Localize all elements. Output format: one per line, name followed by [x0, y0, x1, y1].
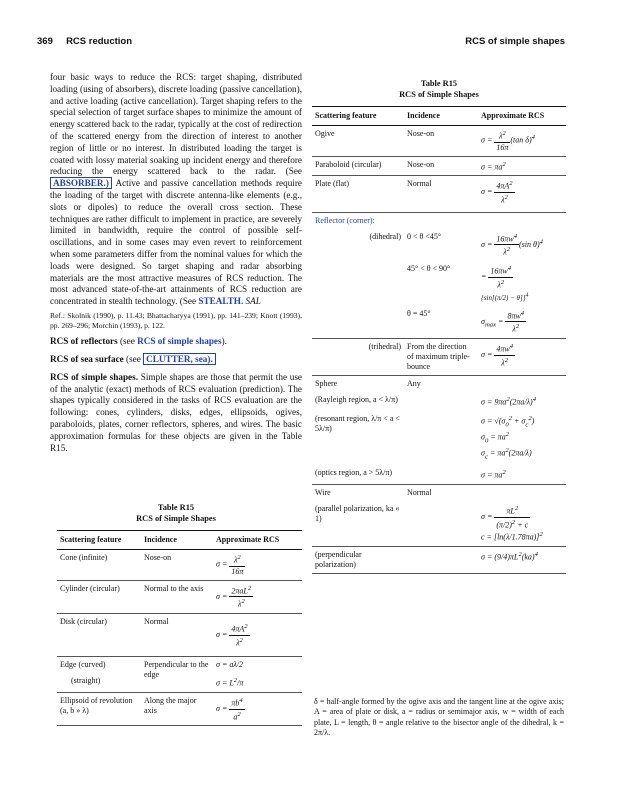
left-column — [50, 72, 302, 454]
table-row: (parallel polarization, ka « 1) σ = $\frac{\pi L^2}{(\pi/2)^2 + c}$ $c = [\ln(\lambda/1.78\pi a)]^2$ — [312, 501, 566, 546]
table-row — [312, 212, 566, 229]
table-row: (dihedral) 0 < θ <45° σ = $\frac{16\pi w^4}{\lambda^2}$ (sin θ)$^4$ — [369, 231, 543, 257]
right-rcs-table — [312, 106, 566, 574]
absorber-link[interactable]: ABSORBER.) — [50, 177, 112, 189]
table-row: Disk (circular) Normal σ = $\frac{4\pi A^2}{\lambda^2}$ — [57, 613, 302, 656]
table-row: (resonant region, λ/π < a < 5λ/π) $\sigma = √(\sigma_0^2 + \sigma_c^2)$ $\sigma_0 = \pi a^2$ $\sigma_c = \pi a^2(2\pi a/\lambda)$ — [315, 413, 535, 461]
author-initials: SAL — [245, 296, 261, 307]
left-table-caption: Table R15 RCS of Simple Shapes — [136, 503, 216, 523]
table-row: (perpendicular polarization) $\sigma = (9/4)\pi L^2(ka)^4$ — [312, 546, 566, 573]
running-title-right: RCS of simple shapes — [465, 36, 565, 47]
table-row: Edge (curved) Perpendicular to the edge σ = aλ/2 — [57, 657, 302, 674]
entry-rcs-sea-surface: RCS of sea surface (see CLUTTER, sea). — [50, 354, 302, 366]
entry-rcs-reflectors: RCS of reflectors (see RCS of simple shapes). — [50, 336, 227, 347]
table-row: Cylinder (circular) Normal to the axis σ = $\frac{2\pi aL^2}{\lambda^2}$ — [57, 580, 302, 613]
body-paragraph: four basic ways to reduce the RCS: target shaping, distributed loading (using of absorbers), discrete loading (passive cancellation), and active loading (active cancellation). Target shaping refers to the special selection of target surface shapes to minimize the amount of energy scattered back to the radar, typically at the cost of redirection of the scattered energy from the direction of interest to another region of little or no interest. In distributed loading the target is coated with lossy material soaking up incident energy and therefore reducing the energy scattered back to the radar. (See ABSORBER.) Active and passive cancellation methods require the loading of the target with discrete antenna-like elements (e.g., slots or dipoles) to reduce the overall cross section. These techniques are rather difficult to implement in practice, are severely limited in bandwidth, require the control of possible self-oscillations, and in some cases may even revert to reinforcement when some parameters differ from the nominal values for which the loads were designed. So target shaping and radar absorbing materials are the most attractive measures of RCS reduction. The most advanced state-of-the-art attainments of RCS reduction are concentrated in stealth technology. (See STEALTH. SAL — [50, 72, 302, 307]
reflector-link[interactable]: Reflector (corner): — [315, 215, 375, 225]
table-row: (optics region, a > 5λ/π) $\sigma = \pi a^2$ — [312, 465, 566, 484]
clutter-sea-link[interactable]: CLUTTER, sea). — [143, 353, 216, 365]
col-header-feature: Scattering feature — [312, 107, 404, 126]
table-row: Sphere Any — [315, 378, 421, 388]
col-header-incidence: Incidence — [141, 531, 213, 550]
table-row: (Rayleigh region, a < λ/π) $\sigma = 9\pi a^2(2\pi a/\lambda)^4$ — [315, 394, 537, 407]
left-rcs-table — [57, 530, 302, 726]
table-row: Ogive Nose-on σ = $\frac{\lambda^2}{16\pi}$ (tan δ)$^4$ — [312, 126, 566, 157]
col-header-incidence: Incidence — [404, 107, 478, 126]
table-row: (straight) $\sigma = L^2/\pi$ — [57, 673, 302, 692]
table-row: θ = 45° $\sigma_{max}$ = $\frac{8\pi w^4}{\lambda^2}$ — [312, 306, 566, 339]
table-footnote: δ = half-angle formed by the ogive axis and the tangent line at the ogive axis; A = area of plate or disk, a = radius or semimajor axis, w = width of each plate, L = length, θ = angle relative to the bisector angle of the dihedral, k = 2π/λ. — [314, 697, 564, 738]
simple-shapes-link[interactable]: RCS of simple shapes — [137, 336, 222, 347]
table-row: Paraboloid (circular) Nose-on $\sigma = \pi a^2$ — [312, 156, 566, 176]
col-header-rcs: Approximate RCS — [478, 107, 566, 126]
page-header-left — [37, 36, 132, 47]
col-header-feature: Scattering feature — [57, 531, 141, 550]
table-row: Cone (infinite) Nose-on σ = $\frac{\lambda^2}{16\pi}$ — [57, 550, 302, 581]
table-row: 45° < θ < 90° = $\frac{16\pi w^4}{\lambda^2}$ $\{\sin[(\pi/2) - \theta]\}^4$ — [407, 263, 529, 302]
right-table-caption: Table R15 RCS of Simple Shapes — [399, 79, 479, 99]
col-header-rcs: Approximate RCS — [213, 531, 302, 550]
entry-rcs-simple-shapes: RCS of simple shapes. Simple shapes are those that permit the use of the analytic (exact) methods of RCS evaluation (prediction). The shapes typically considered in the tasks of RCS evaluation are the following: cones, cylinders, disks, edges, ellipsoids, ogives, paraboloids, plates, corner reflectors, spheres, and wires. The basic approximation formulas for these objects are given in the Table R15. — [50, 371, 302, 453]
stealth-link[interactable]: STEALTH. — [198, 296, 244, 307]
reference-note: Ref.: Skolnik (1990), p. 11.43; Bhattacharyya (1991), pp. 141–239; Knott (1993), pp. 269–296; Morchin (1993), p. 122. — [50, 310, 302, 330]
running-title-left: RCS reduction — [66, 36, 133, 47]
page-number: 369 — [37, 36, 53, 47]
table-row: Ellipsoid of revolution (a, b » λ) Along the major axis σ = $\frac{\pi b^4}{a^2}$ — [57, 692, 302, 725]
table-row: Wire Normal — [315, 487, 432, 497]
table-row: (trihedral) From the direction of maximum triple-bounce σ = $\frac{4\pi w^4}{\lambda^2}$ — [312, 338, 566, 375]
table-row: Plate (flat) Normal σ = $\frac{4\pi A^2}{\lambda^2}$ — [312, 176, 566, 212]
